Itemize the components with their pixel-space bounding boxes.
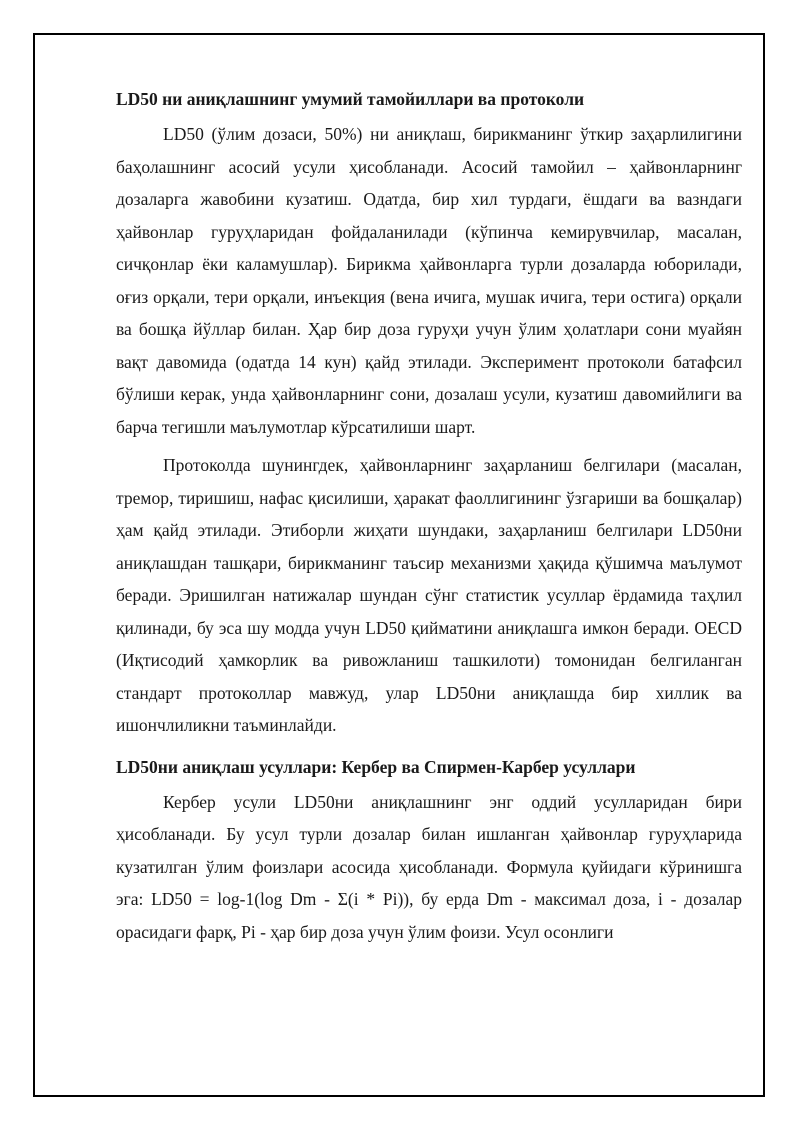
document-body xyxy=(116,86,742,954)
section-heading-methods: LD50ни аниқлаш усуллари: Кербер ва Спирмен-Карбер усуллари xyxy=(116,756,636,777)
paragraph-methods-1: Кербер усули LD50ни аниқлашнинг энг оддий усулларидан бири ҳисобланади. Бу усул турли дозалар билан ишланган ҳайвонлар гуруҳларида кузатилган ўлим фоизлари асосида ҳисобланади. Формула қуйидаги кўринишга эга: LD50 = log-1(log Dm - Σ(i * Pi)), бу ерда Dm - максимал доза, i - дозалар орасидаги фарқ, Pi - ҳар бир доза учун ўлим фоизи. Усул осонлиги xyxy=(116,791,742,942)
paragraph-principles-1: LD50 (ўлим дозаси, 50%) ни аниқлаш, бирикманинг ўткир заҳарлилигини баҳолашнинг асосий усули ҳисобланади. Асосий тамойил – ҳайвонларнинг дозаларга жавобини кузатиш. Одатда, бир хил турдаги, ёшдаги ва вазндаги ҳайвонлар гуруҳларидан фойдаланилади (кўпинча кемирувчилар, масалан, сичқонлар ёки каламушлар). Бирикма ҳайвонларга турли дозаларда юборилади, оғиз орқали, тери орқали, инъекция (вена ичига, мушак ичига, тери остига) орқали ва бошқа йўллар билан. Ҳар бир доза гуруҳи учун ўлим ҳолатлари сони муайян вақт давомида (одатда 14 кун) қайд этилади. Эксперимент протоколи батафсил бўлиши керак, унда ҳайвонларнинг сони, дозалаш усули, кузатиш давомийлиги ва барча тегишли маълумотлар кўрсатилиши шарт. xyxy=(116,124,742,437)
paragraph-principles-2: Протоколда шунингдек, ҳайвонларнинг заҳарланиш белгилари (масалан, тремор, тиришиш, нафас қисилиши, ҳаракат фаоллигининг ўзгариши ва бошқалар) ҳам қайд этилади. Этиборли жиҳати шундаки, заҳарланиш белгилари LD50ни аниқлашдан ташқари, бирикманинг таъсир механизми ҳақида қўшимча маълумот беради. Эришилган натижалар шундан сўнг статистик усуллар ёрдамида таҳлил қилинади, бу эса шу модда учун LD50 қийматини аниқлашга имкон беради. OECD (Иқтисодий ҳамкорлик ва ривожланиш ташкилоти) томонидан белгиланган стандарт протоколлар мавжуд, улар LD50ни аниқлашда бир хиллик ва ишончлиликни таъминлайди. xyxy=(116,455,742,735)
section-heading-principles: LD50 ни аниқлашнинг умумий тамойиллари ва протоколи xyxy=(116,89,585,109)
